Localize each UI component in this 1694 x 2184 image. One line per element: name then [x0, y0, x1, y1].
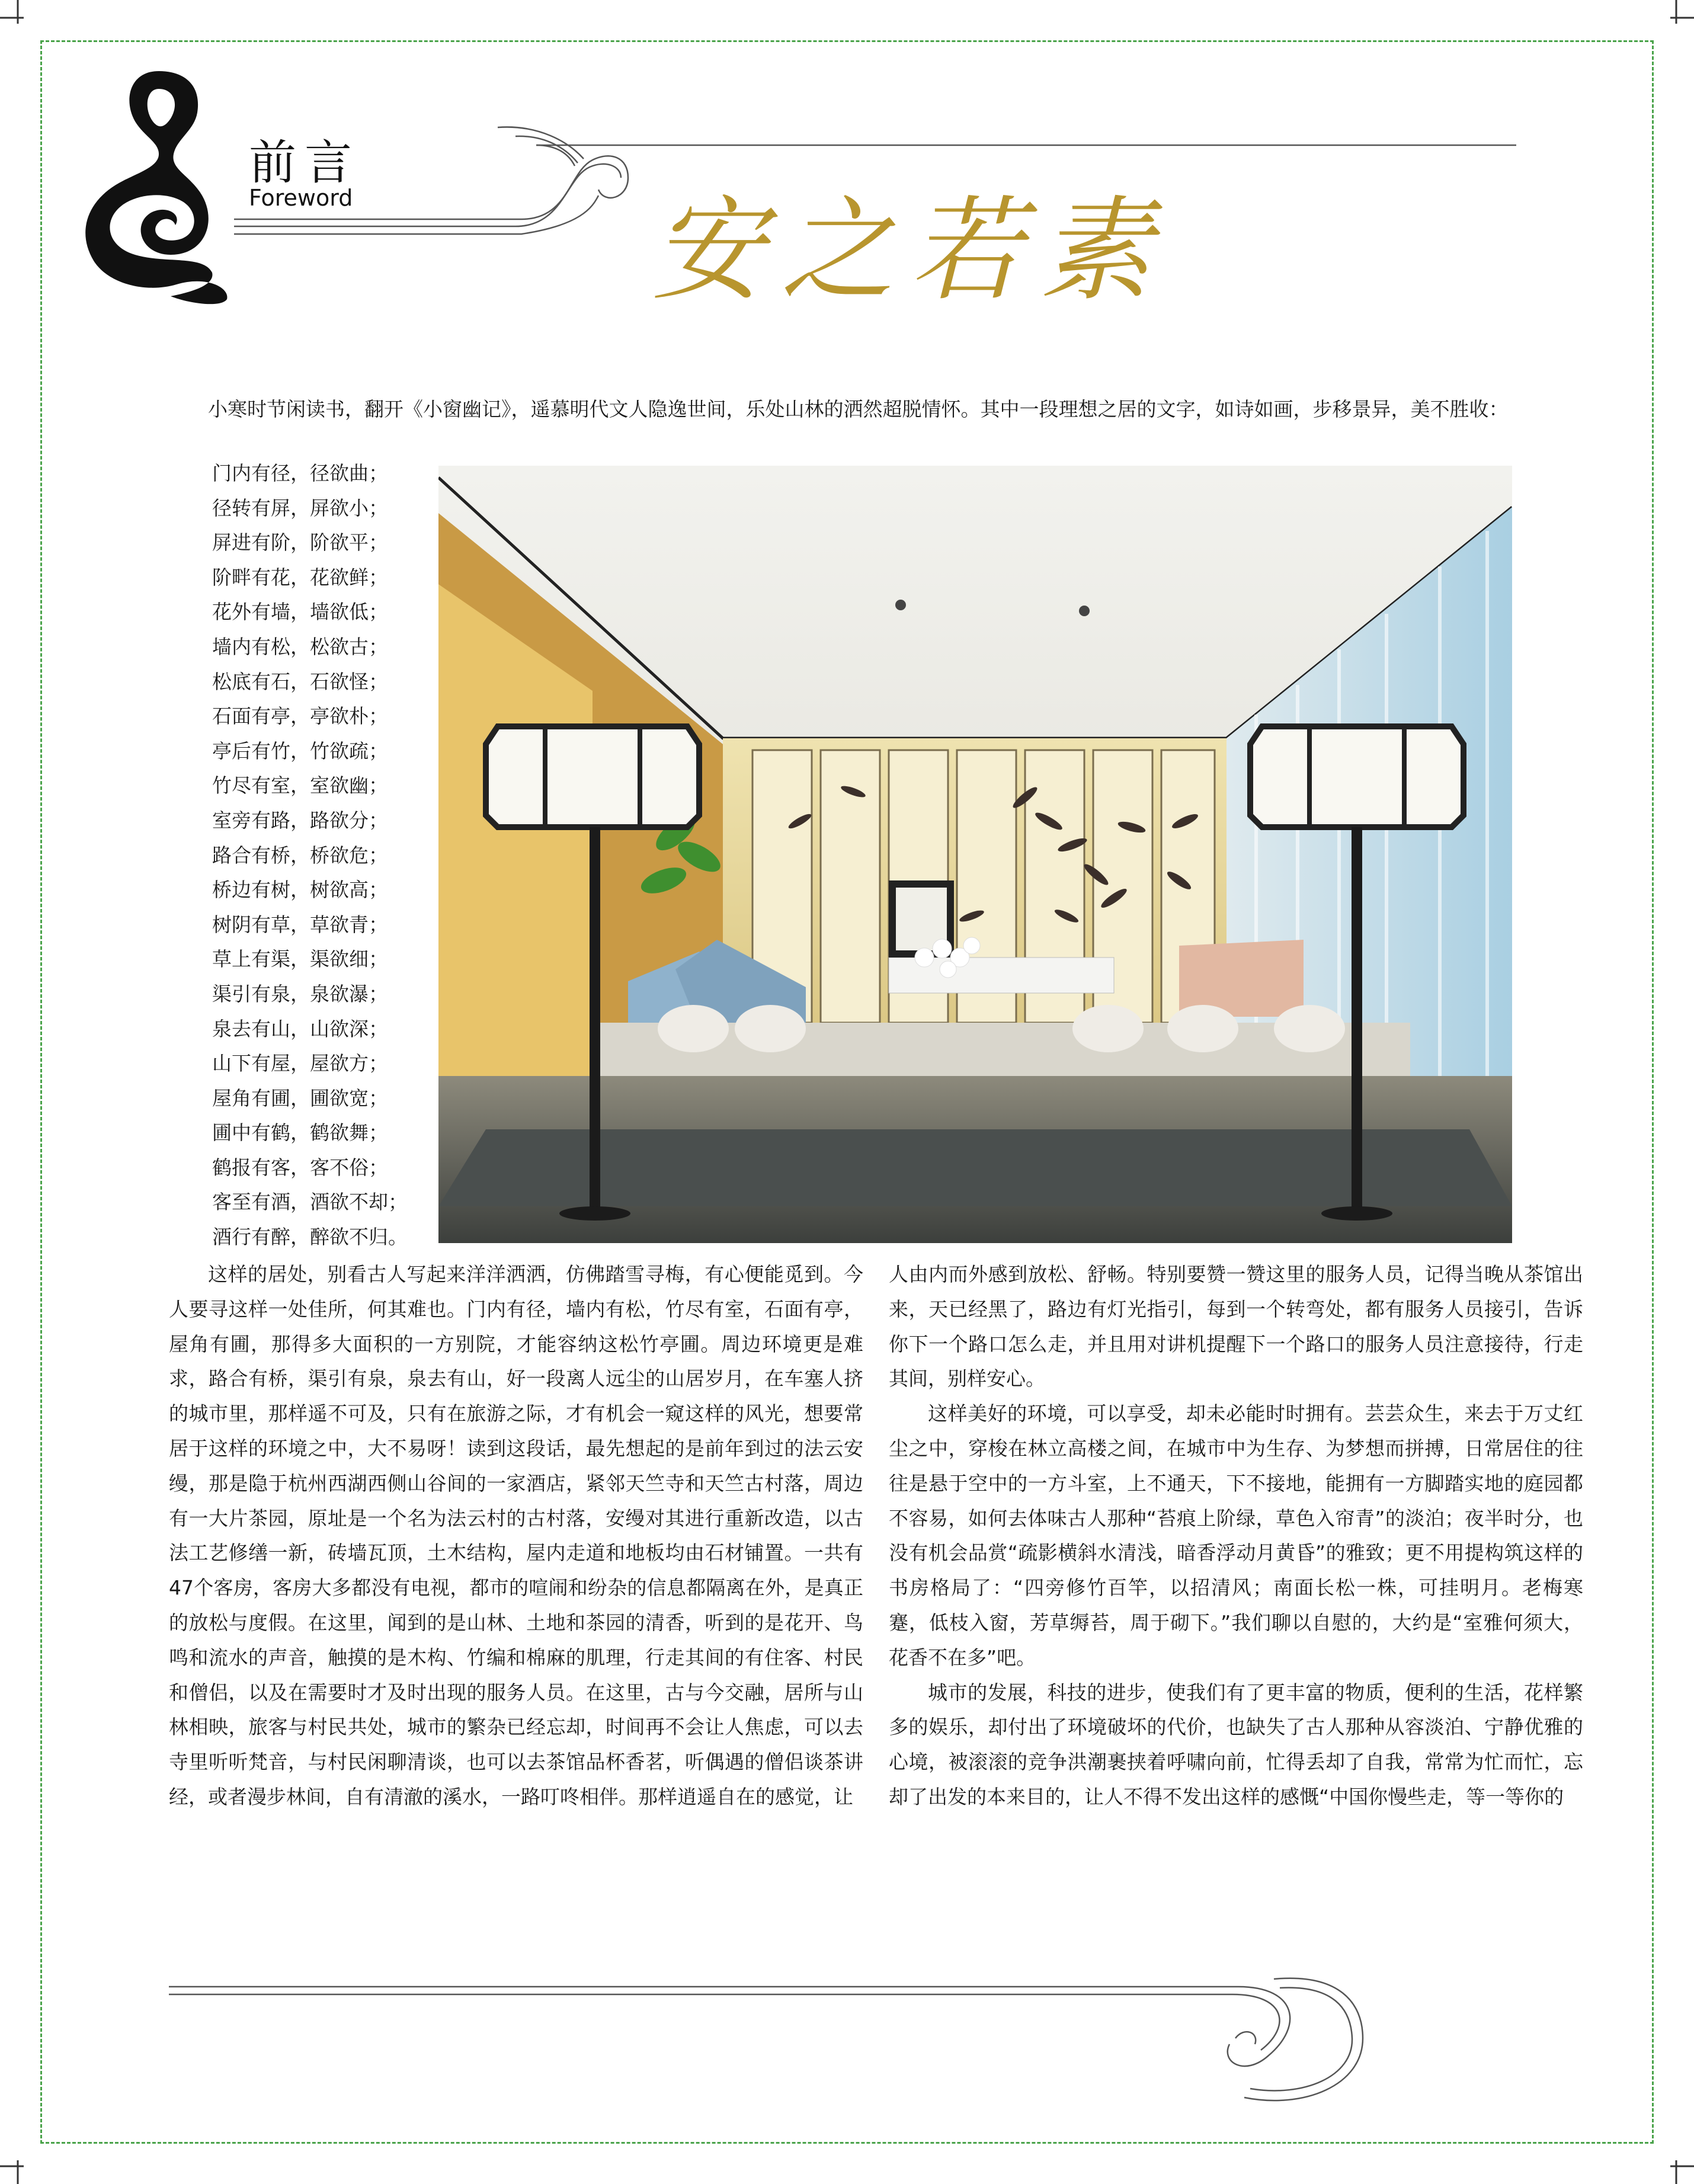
poem-list: [212, 456, 437, 1255]
poem-line: 泉去有山，山欲深；: [212, 1017, 388, 1040]
calligraphy-title: 安之若素: [652, 185, 1169, 316]
poem-line: 花外有墙，墙欲低；: [212, 600, 388, 624]
poem-line: 客至有酒，酒欲不却；: [212, 1190, 408, 1214]
poem-line: 山下有屋，屋欲方；: [212, 1052, 388, 1075]
poem-line: 竹尽有室，室欲幽；: [212, 774, 388, 798]
poem-line: 松底有石，石欲怪；: [212, 670, 388, 693]
body-paragraph: 人由内而外感到放松、舒畅。特别要赞一赞这里的服务人员，记得当晚从茶馆出来，天已经黑了，路边有灯光指引，每到一个转弯处，都有服务人员接引，告诉你下一个路口怎么走，并且用对讲机提醒下一个路口的服务人员注意接待，行走其间，别样安心。: [889, 1263, 1583, 1391]
poem-line: 室旁有路，路欲分；: [212, 808, 388, 832]
body-paragraph: 这样的居处，别看古人写起来洋洋洒洒，仿佛踏雪寻梅，有心便能觅到。今人要寻这样一处佳所，何其难也。门内有径，墙内有松，竹尽有室，石面有亭，屋角有圃，那得多大面积的一方别院，才能容纳这松竹亭圃。周边环境更是难求，路合有桥，渠引有泉，泉去有山，好一段离人远尘的山居岁月，在车塞人挤的城市里，那样遥不可及，只有在旅游之际，才有机会一窥这样的风光，想要常居于这样的环境之中，大不易呀！读到这段话，最先想起的是前年到过的法云安缦，那是隐于杭州西湖西侧山谷间的一家酒店，紧邻天竺寺和天竺古村落，周边有一大片茶园，原址是一个名为法云村的古村落，安缦对其进行重新改造，以古法工艺修缮一新，砖墙瓦顶，土木结构，屋内走道和地板均由石材铺置。一共有47个客房，客房大多都没有电视，都市的喧闹和纷杂的信息都隔离在外，是真正的放松与度假。在这里，闻到的是山林、土地和茶园的清香，听到的是花开、鸟鸣和流水的声音，触摸的是木构、竹编和棉麻的肌理，行走其间的有住客、村民和僧侣，以及在需要时才及时出现的服务人员。在这里，古与今交融，居所与山林相映，旅客与村民共处，城市的繁杂已经忘却，时间再不会让人焦虑，可以去寺里听听梵音，与村民闲聊清谈，也可以去茶馆品杯香茗，听偶遇的僧侣谈茶讲经，或者漫步林间，自有清澈的溪水，一路叮咚相伴。那样逍遥自在的感觉，让: [169, 1263, 863, 1808]
section-subtitle: Foreword: [249, 185, 353, 211]
poem-line: 渠引有泉，泉欲瀑；: [212, 982, 388, 1005]
poem-line: 桥边有树，树欲高；: [212, 878, 388, 902]
poem-line: 屋角有圃，圃欲宽；: [212, 1086, 388, 1110]
poem-line: 亭后有竹，竹欲疏；: [212, 739, 388, 763]
foreword-logo-icon: [70, 59, 236, 308]
poem-line: 酒行有醉，醉欲不归。: [212, 1225, 408, 1249]
body-paragraph: 城市的发展，科技的进步，使我们有了更丰富的物质，便利的生活，花样繁多的娱乐，却付出了环境破坏的代价，也缺失了古人那种从容淡泊、宁静优雅的心境，被滚滚的竞争洪潮裹挟着呼啸向前，忙得丢却了自我，常常为忙而忙，忘却了出发的本来目的，让人不得不发出这样的感慨“中国你慢些走，等一等你的: [889, 1680, 1583, 1808]
body-paragraph: 这样美好的环境，可以享受，却未必能时时拥有。芸芸众生，来去于万丈红尘之中，穿梭在林立高楼之间，在城市中为生存、为梦想而拼搏，日常居住的往往是悬于空中的一方斗室，上不通天，下不接地，能拥有一方脚踏实地的庭园都不容易，如何去体味古人那种“苔痕上阶绿，草色入帘青”的淡泊；夜半时分，也没有机会品赏“疏影横斜水清浅，暗香浮动月黄昏”的雅致；更不用提构筑这样的书房格局了：“四旁修竹百竿，以招清风；南面长松一株，可挂明月。老梅寒蹇，低枝入窗，芳草缛苔，周于砌下。”我们聊以自慰的，大约是“室雅何须大，花香不在多”吧。: [889, 1402, 1583, 1669]
poem-line: 门内有径，径欲曲；: [212, 462, 388, 485]
poem-line: 路合有桥，桥欲危；: [212, 843, 388, 867]
intro-paragraph: [169, 392, 1520, 427]
poem-line: 墙内有松，松欲古；: [212, 635, 388, 658]
body-column-right: [889, 1257, 1583, 1815]
intro-text: 小寒时节闲读书，翻开《小窗幽记》，遥慕明代文人隐逸世间，乐处山林的洒然超脱情怀。其中一段理想之居的文字，如诗如画，步移景异，美不胜收：: [208, 398, 1509, 421]
section-title: 前言: [249, 135, 360, 190]
poem-line: 圃中有鹤，鹤欲舞；: [212, 1121, 388, 1145]
poem-line: 鹤报有客，客不俗；: [212, 1155, 388, 1179]
poem-line: 径转有屏，屏欲小；: [212, 496, 388, 520]
poem-line: 草上有渠，渠欲细；: [212, 947, 388, 971]
poem-line: 石面有亭，亭欲朴；: [212, 704, 388, 728]
poem-line: 屏进有阶，阶欲平；: [212, 531, 388, 555]
living-room-illustration: [438, 466, 1512, 1243]
body-column-left: [169, 1257, 863, 1815]
living-room-photo: [438, 466, 1512, 1243]
poem-line: 阶畔有花，花欲鲜；: [212, 565, 388, 589]
poem-line: 树阴有草，草欲青；: [212, 912, 388, 936]
